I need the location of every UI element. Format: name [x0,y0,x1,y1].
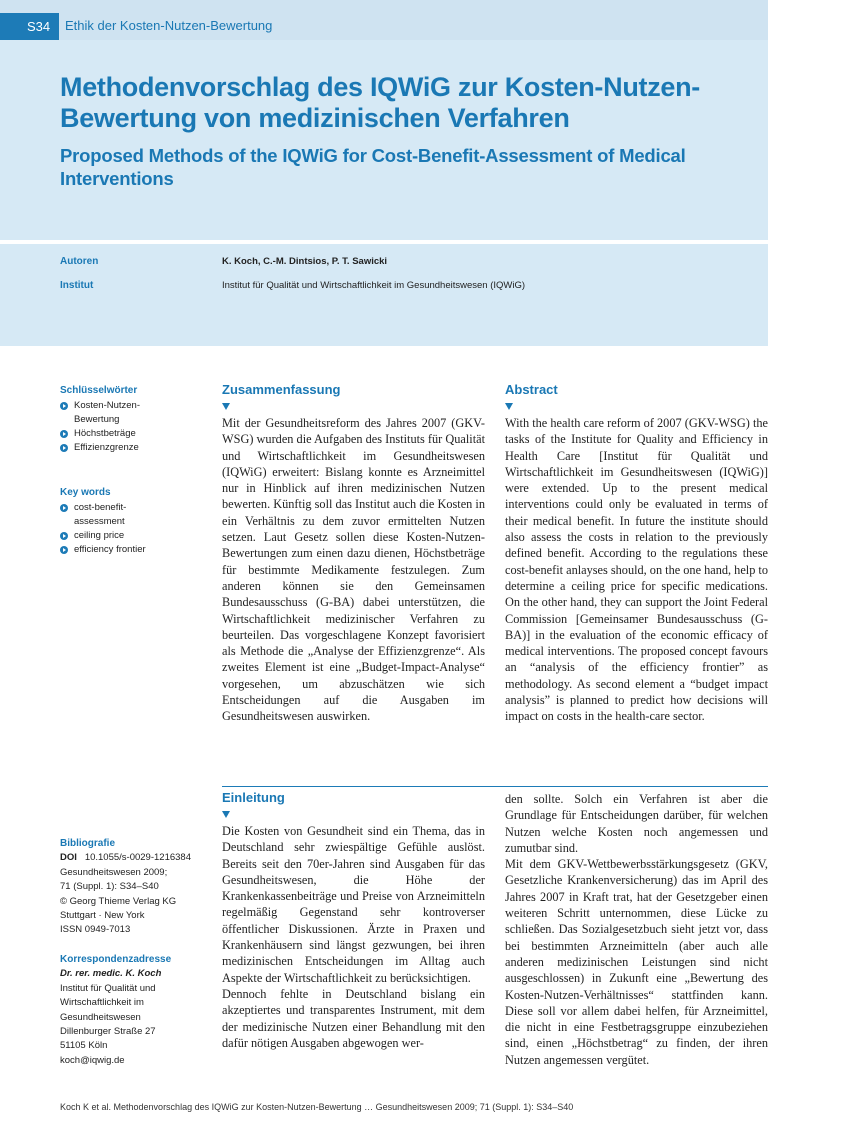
authors: K. Koch, C.-M. Dintsios, P. T. Sawicki [222,256,388,267]
paragraph: Mit dem GKV-Wettbewerbsstärkungsgesetz (GKV, Gesetzliche Krankenversicherung) das im April des Jahres 2007 in Kraft trat, hat der Gesetzgeber einen weiteren Schritt unternommen, diese Lücke zu schließen. Das Sozialgesetzbuch sieht jetzt vor, dass bei bestimmten Arzneimitteln (aber auch alle anderen medizinischen Leistungen sind nicht ausgeschlossen) in Zukunft eine „Bewertung des Kosten-Nutzen-Verhältnisses“ stattfinden kann. Diese soll vor allem dabei helfen, für Arzneimittel, die nicht in eine Festbetragsgruppe einzubeziehen sind, einen „Höchstbetrag“ zu finden, der ihren Nutzen angemessen vergütet. [505,857,768,1067]
publisher-location: Stuttgart · New York [60,910,145,922]
keyword-item: efficiency frontier [60,543,210,557]
authors-label: Autoren [60,256,99,267]
footer-citation: Koch K et al. Methodenvorschlag des IQWiG zur Kosten-Nutzen-Bewertung … Gesundheitswesen 2009; 71 (Suppl. 1): S34–S40 [60,1102,574,1112]
bibliography-heading: Bibliografie [60,838,116,849]
einleitung-column-2 [505,791,768,1068]
einleitung-column-1 [222,823,485,1051]
copyright: © Georg Thieme Verlag KG [60,895,177,907]
correspondence-heading: Korrespondenzadresse [60,954,172,965]
panel-divider [0,240,768,242]
title-panel [0,40,768,242]
correspondence-block [60,953,210,1068]
keyword-item: cost-benefit-assessment [60,501,210,529]
keywords-en-heading: Key words [60,487,111,498]
section-arrow-icon [505,403,513,410]
authors-panel [0,244,768,346]
bullet-arrow-icon [60,444,68,452]
bullet-arrow-icon [60,402,68,410]
address-line: Dillenburger Straße 27 [60,1026,156,1038]
page-number: S34 [0,13,59,40]
bullet-arrow-icon [60,430,68,438]
keyword-item: Effizienzgrenze [60,441,210,455]
einleitung-heading: Einleitung [222,790,285,805]
institute: Institut für Qualität und Wirtschaftlichkeit im Gesundheitswesen (IQWiG) [222,280,526,291]
keywords-en-list [60,501,210,557]
address-line: Gesundheitswesen [60,1011,141,1023]
abstract-text: With the health care reform of 2007 (GKV-WSG) the tasks of the Institute for Quality and Efficiency in Health Care [Institut für Qualität und Wirtschaftlichkeit im Gesundheitswesen (IQWiG)] were extended. Up to the present medical interventions could only be evaluated in terms of their medical benefit. In future the institute should also assess the costs in relation to the previously defined benefit. According to the regulations these cost-benefit anlayses should, on the one hand, help to determine a ceiling price for specific medications. On the other hand, they can support the Joint Federal Commission [Gemeinsamer Bundesausschuss (G-BA)] in the evaluation of the economic efficacy of medical interventions. The proposed concept favours an “analysis of the efficiency frontier” as methodology. As second element a “budget impact analysis” is planned to predict how decisions will impact on costs in the health-care sector. [505,416,768,724]
zusammenfassung-heading: Zusammenfassung [222,382,341,397]
running-head: Ethik der Kosten-Nutzen-Bewertung [65,18,273,33]
institute-label: Institut [60,280,94,291]
paragraph: Die Kosten von Gesundheit sind ein Thema, das in Deutschland sehr zwiespältige Gefühle auslöst. Bereits seit den 70er-Jahren sind Ausgaben für das Gesundheitswesen, die Höhe der Krankenkassenbeiträge und Preise von Arzneimitteln regelmäßig Gegenstand sehr kontroverser öffentlicher Diskussionen. Ärzte in Praxen und Krankenhäusern sind längst gezwungen, bei ihren medizinischen Entscheidungen im Alltag auch Aspekte der Wirtschaftlichkeit zu berücksichtigen. [222,824,485,985]
article-title-english: Proposed Methods of the IQWiG for Cost-Benefit-Assessment of Medical Interventions [60,145,686,189]
keyword-item: Höchstbeträge [60,427,210,441]
zusammenfassung-text: Mit der Gesundheitsreform des Jahres 2007 (GKV-WSG) wurden die Aufgaben des Instituts für Qualität und Wirtschaftlichkeit im Gesundheitswesen (IQWiG) erweitert: Bislang konnte es Arzneimittel nur in Hinblick auf ihren medizinischen Nutzen bewerten. Künftig soll das Institut auch die Kosten in ein Verhältnis zu dem zuvor ermittelten Nutzen setzen. Laut Gesetz sollen diese Kosten-Nutzen-Bewertungen zum einen dazu dienen, Höchstbeträge für bestimmte Medikamente festzulegen. Zum anderen können sie den Gemeinsamen Bundesausschuss (G-BA) dabei unterstützen, die Wirtschaftlichkeit medizinischer Verfahren zu beurteilen. Das vorgeschlagene Konzept favorisiert als Methode die „Analyse der Effizienzgrenze“. Als zweites Element ist eine „Budget-Impact-Analyse“ vorgesehen, um abzuschätzen wie sich Entscheidungen auf die Ausgaben im Gesundheitswesen auswirken. [222,416,485,724]
keyword-item: Kosten-Nutzen-Bewertung [60,399,210,427]
doi-value: 10.1055/s-0029-1216384 [84,852,191,864]
bullet-arrow-icon [60,504,68,512]
keyword-item: ceiling price [60,529,210,543]
paragraph: den sollte. Solch ein Verfahren ist aber die Grundlage für Entscheidungen darüber, für welchen Nutzen welche Kosten noch angemessen und zumutbar sind. [505,792,768,855]
paragraph: Dennoch fehlte in Deutschland bislang ein akzeptiertes und transparentes Instrument, mit dem der medizinische Nutzen einer Behandlung mit den dafür nötigen Ausgaben abgewogen wer- [222,986,485,1050]
bullet-arrow-icon [60,546,68,554]
address-line: Institut für Qualität und [60,982,156,994]
issn: ISSN 0949-7013 [60,924,131,936]
email-link[interactable]: koch@iqwig.de [60,1054,125,1066]
doi-line [60,851,210,865]
article-title-german: Methodenvorschlag des IQWiG zur Kosten-Nutzen-Bewertung von medizinischen Verfahren [60,72,701,133]
address-line: 51105 Köln [60,1040,108,1052]
volume: 71 (Suppl. 1): S34–S40 [60,881,159,893]
correspondence-name: Dr. rer. medic. K. Koch [60,968,162,980]
abstract-heading: Abstract [505,382,558,397]
bullet-arrow-icon [60,532,68,540]
keywords-de-list [60,399,210,455]
bibliography-block [60,837,210,938]
section-arrow-icon [222,811,230,818]
section-rule [222,786,768,787]
section-arrow-icon [222,403,230,410]
doi-label: DOI [60,852,77,864]
address-line: Wirtschaftlichkeit im [60,997,144,1009]
keywords-de-heading: Schlüsselwörter [60,385,138,396]
journal: Gesundheitswesen 2009; [60,866,168,878]
